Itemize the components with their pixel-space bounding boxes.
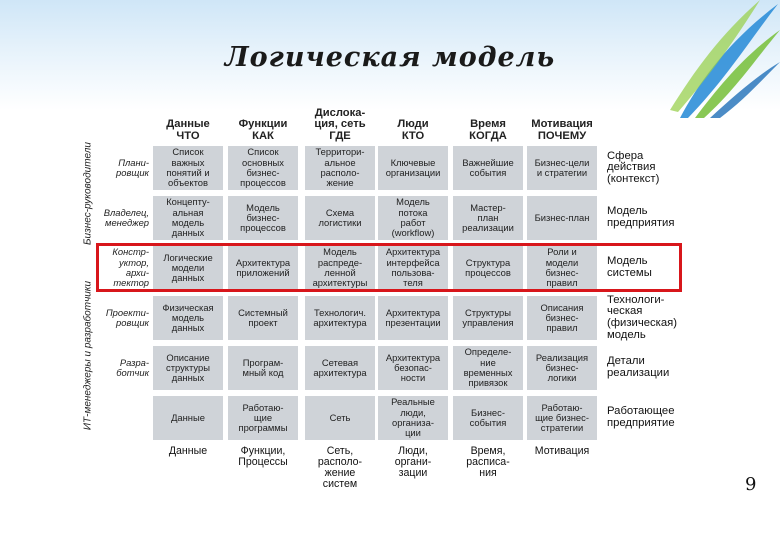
table-cell: Реальные люди, организа- ции — [378, 396, 448, 440]
table-cell: Програм- мный код — [228, 346, 298, 390]
row-label: Разра- ботчик — [116, 356, 149, 378]
column-header: Данные ЧТО — [166, 118, 210, 142]
table-cell: Определе- ние временных привязок — [453, 346, 523, 390]
table-cell: Бизнес-план — [527, 196, 597, 240]
row-perspective: Детали реализации — [607, 355, 670, 379]
table-cell: Системный проект — [228, 296, 298, 340]
vertical-label-it: ИТ-менеджеры и разработчики — [82, 280, 94, 431]
table-cell: Архитектура интерфейса пользова- теля — [378, 246, 448, 290]
column-header: Люди КТО — [397, 118, 429, 142]
table-cell: Реализация бизнес- логики — [527, 346, 597, 390]
table-cell: Бизнес- события — [453, 396, 523, 440]
highlight-frame — [96, 243, 682, 292]
table-cell: Схема логистики — [305, 196, 375, 240]
table-cell: Архитектура презентации — [378, 296, 448, 340]
column-footer: Сеть, располо- жение систем — [317, 445, 363, 490]
table-cell: Модель потока работ (workflow) — [378, 196, 448, 240]
table-cell: Модель распреде- ленной архитектуры — [305, 246, 375, 290]
table-cell: Технологич. архитектура — [305, 296, 375, 340]
row-perspective: Модель системы — [607, 255, 652, 279]
table-cell: Важнейшие события — [453, 146, 523, 190]
column-footer: Данные — [168, 445, 208, 457]
table-cell: Ключевые организации — [378, 146, 448, 190]
table-cell: Сеть — [305, 396, 375, 440]
row-perspective: Сфера действия (контекст) — [607, 149, 660, 185]
table-cell: Структуры управления — [453, 296, 523, 340]
table-cell: Список основных бизнес- процессов — [228, 146, 298, 190]
table-cell: Физическая модель данных — [153, 296, 223, 340]
row-perspective: Модель предприятия — [607, 205, 675, 229]
table-cell: Модель бизнес- процессов — [228, 196, 298, 240]
table-cell: Роли и модели бизнес- правил — [527, 246, 597, 290]
column-header: Мотивация ПОЧЕМУ — [531, 118, 593, 142]
table-cell: Работаю- щие программы — [228, 396, 298, 440]
column-footer: Люди, органи- зации — [394, 445, 432, 479]
column-footer: Функции, Процессы — [238, 445, 288, 468]
row-label: Проекти- ровщик — [105, 306, 149, 328]
page-number: 9 — [745, 474, 757, 495]
table-cell: Список важных понятий и объектов — [153, 146, 223, 190]
slide-title: Логическая модель — [224, 42, 556, 73]
row-perspective: Технологи- ческая (физическая) модель — [607, 293, 678, 341]
column-header: Время КОГДА — [469, 118, 507, 142]
table-cell: Концепту- альная модель данных — [153, 196, 223, 240]
table-cell: Бизнес-цели и стратегии — [527, 146, 597, 190]
column-footer: Время, распиcа- ния — [466, 445, 510, 479]
column-header: Дислока- ция, сеть ГДЕ — [314, 106, 366, 142]
table-cell: Логические модели данных — [153, 246, 223, 290]
column-header: Функции КАК — [238, 118, 288, 142]
table-cell: Территори- альное располо- жение — [305, 146, 375, 190]
row-perspective: Работающее предприятие — [607, 405, 675, 429]
table-cell: Описание структуры данных — [153, 346, 223, 390]
table-cell: Описания бизнес- правил — [527, 296, 597, 340]
column-footer: Мотивация — [534, 445, 590, 457]
row-label: Констр- уктор, архи- тектор — [112, 246, 149, 289]
row-label: Владелец, менеджер — [103, 206, 149, 228]
table-cell: Сетевая архитектура — [305, 346, 375, 390]
row-label: Плани- ровщик — [116, 156, 149, 178]
table-cell: Данные — [153, 396, 223, 440]
vertical-label-business: Бизнес-руководители — [82, 142, 94, 245]
table-cell: Мастер- план реализации — [453, 196, 523, 240]
table-cell: Работаю- щие бизнес- стратегии — [527, 396, 597, 440]
table-cell: Архитектура безопас- ности — [378, 346, 448, 390]
table-cell: Структура процессов — [453, 246, 523, 290]
table-cell: Архитектура приложений — [228, 246, 298, 290]
